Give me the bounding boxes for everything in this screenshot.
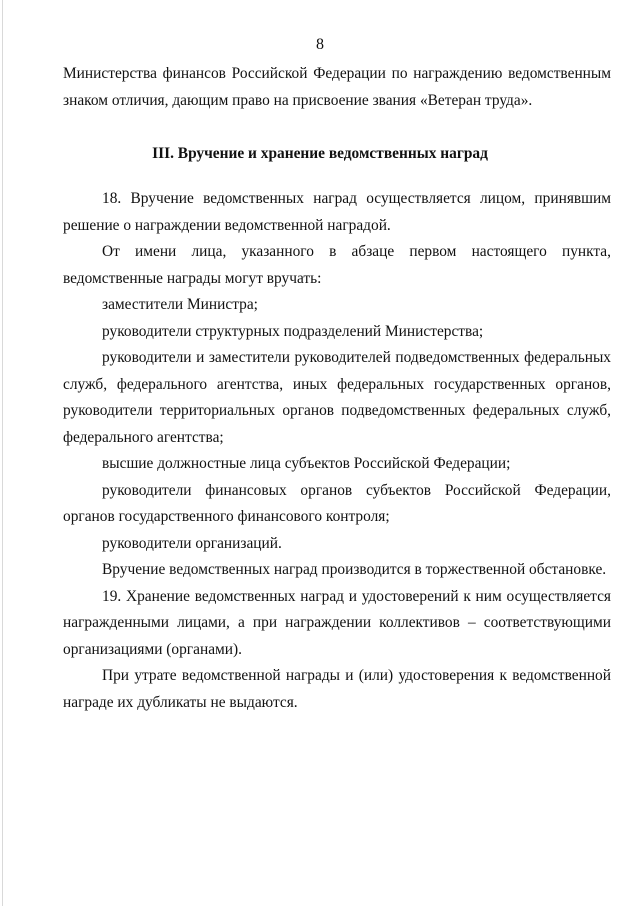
- scan-edge-line: [2, 0, 3, 906]
- list-item-organization-heads: руководители организаций.: [102, 534, 282, 552]
- page-number: 8: [316, 36, 324, 53]
- paragraph-19: 19. Хранение ведомственных наград и удостоверений к ним осуществляется награжденными лицами, а при награждении коллективов – соответствующими организациями (органами).: [63, 587, 611, 658]
- list-item-structural-heads: руководители структурных подразделений Министерства;: [102, 322, 484, 340]
- intro-paragraph: Министерства финансов Российской Федерации по награждению ведомственным знаком отличия, дающим право на присвоение звания «Ветеран труда».: [63, 65, 611, 109]
- section-heading: III. Вручение и хранение ведомственных наград: [152, 145, 488, 162]
- list-item-federal-service-heads: руководители и заместители руководителей подведомственных федеральных служб, федерального агентства, иных федеральных государственных органов, руководители территориальных органов подведомственных федеральных служб, федерального агентства;: [63, 349, 611, 446]
- paragraph-presenters-intro: От имени лица, указанного в абзаце первом настоящего пункта, ведомственные награды могут вручать:: [63, 243, 611, 287]
- intro-block: [63, 61, 611, 114]
- paragraph-18: 18. Вручение ведомственных наград осуществляется лицом, принявшим решение о награждении ведомственной наградой.: [63, 190, 611, 234]
- list-item-regional-officials: высшие должностные лица субъектов Российской Федерации;: [102, 455, 511, 472]
- paragraph-duplicates: При утрате ведомственной награды и (или) удостоверения к ведомственной награде их дубликаты не выдаются.: [63, 667, 611, 711]
- list-item-financial-body-heads: руководители финансовых органов субъектов Российской Федерации, органов государственного финансового контроля;: [63, 481, 611, 525]
- section-body: [63, 186, 611, 716]
- paragraph-ceremony: Вручение ведомственных наград производится в торжественной обстановке.: [102, 561, 607, 578]
- list-item-deputy-ministers: заместители Министра;: [102, 296, 258, 313]
